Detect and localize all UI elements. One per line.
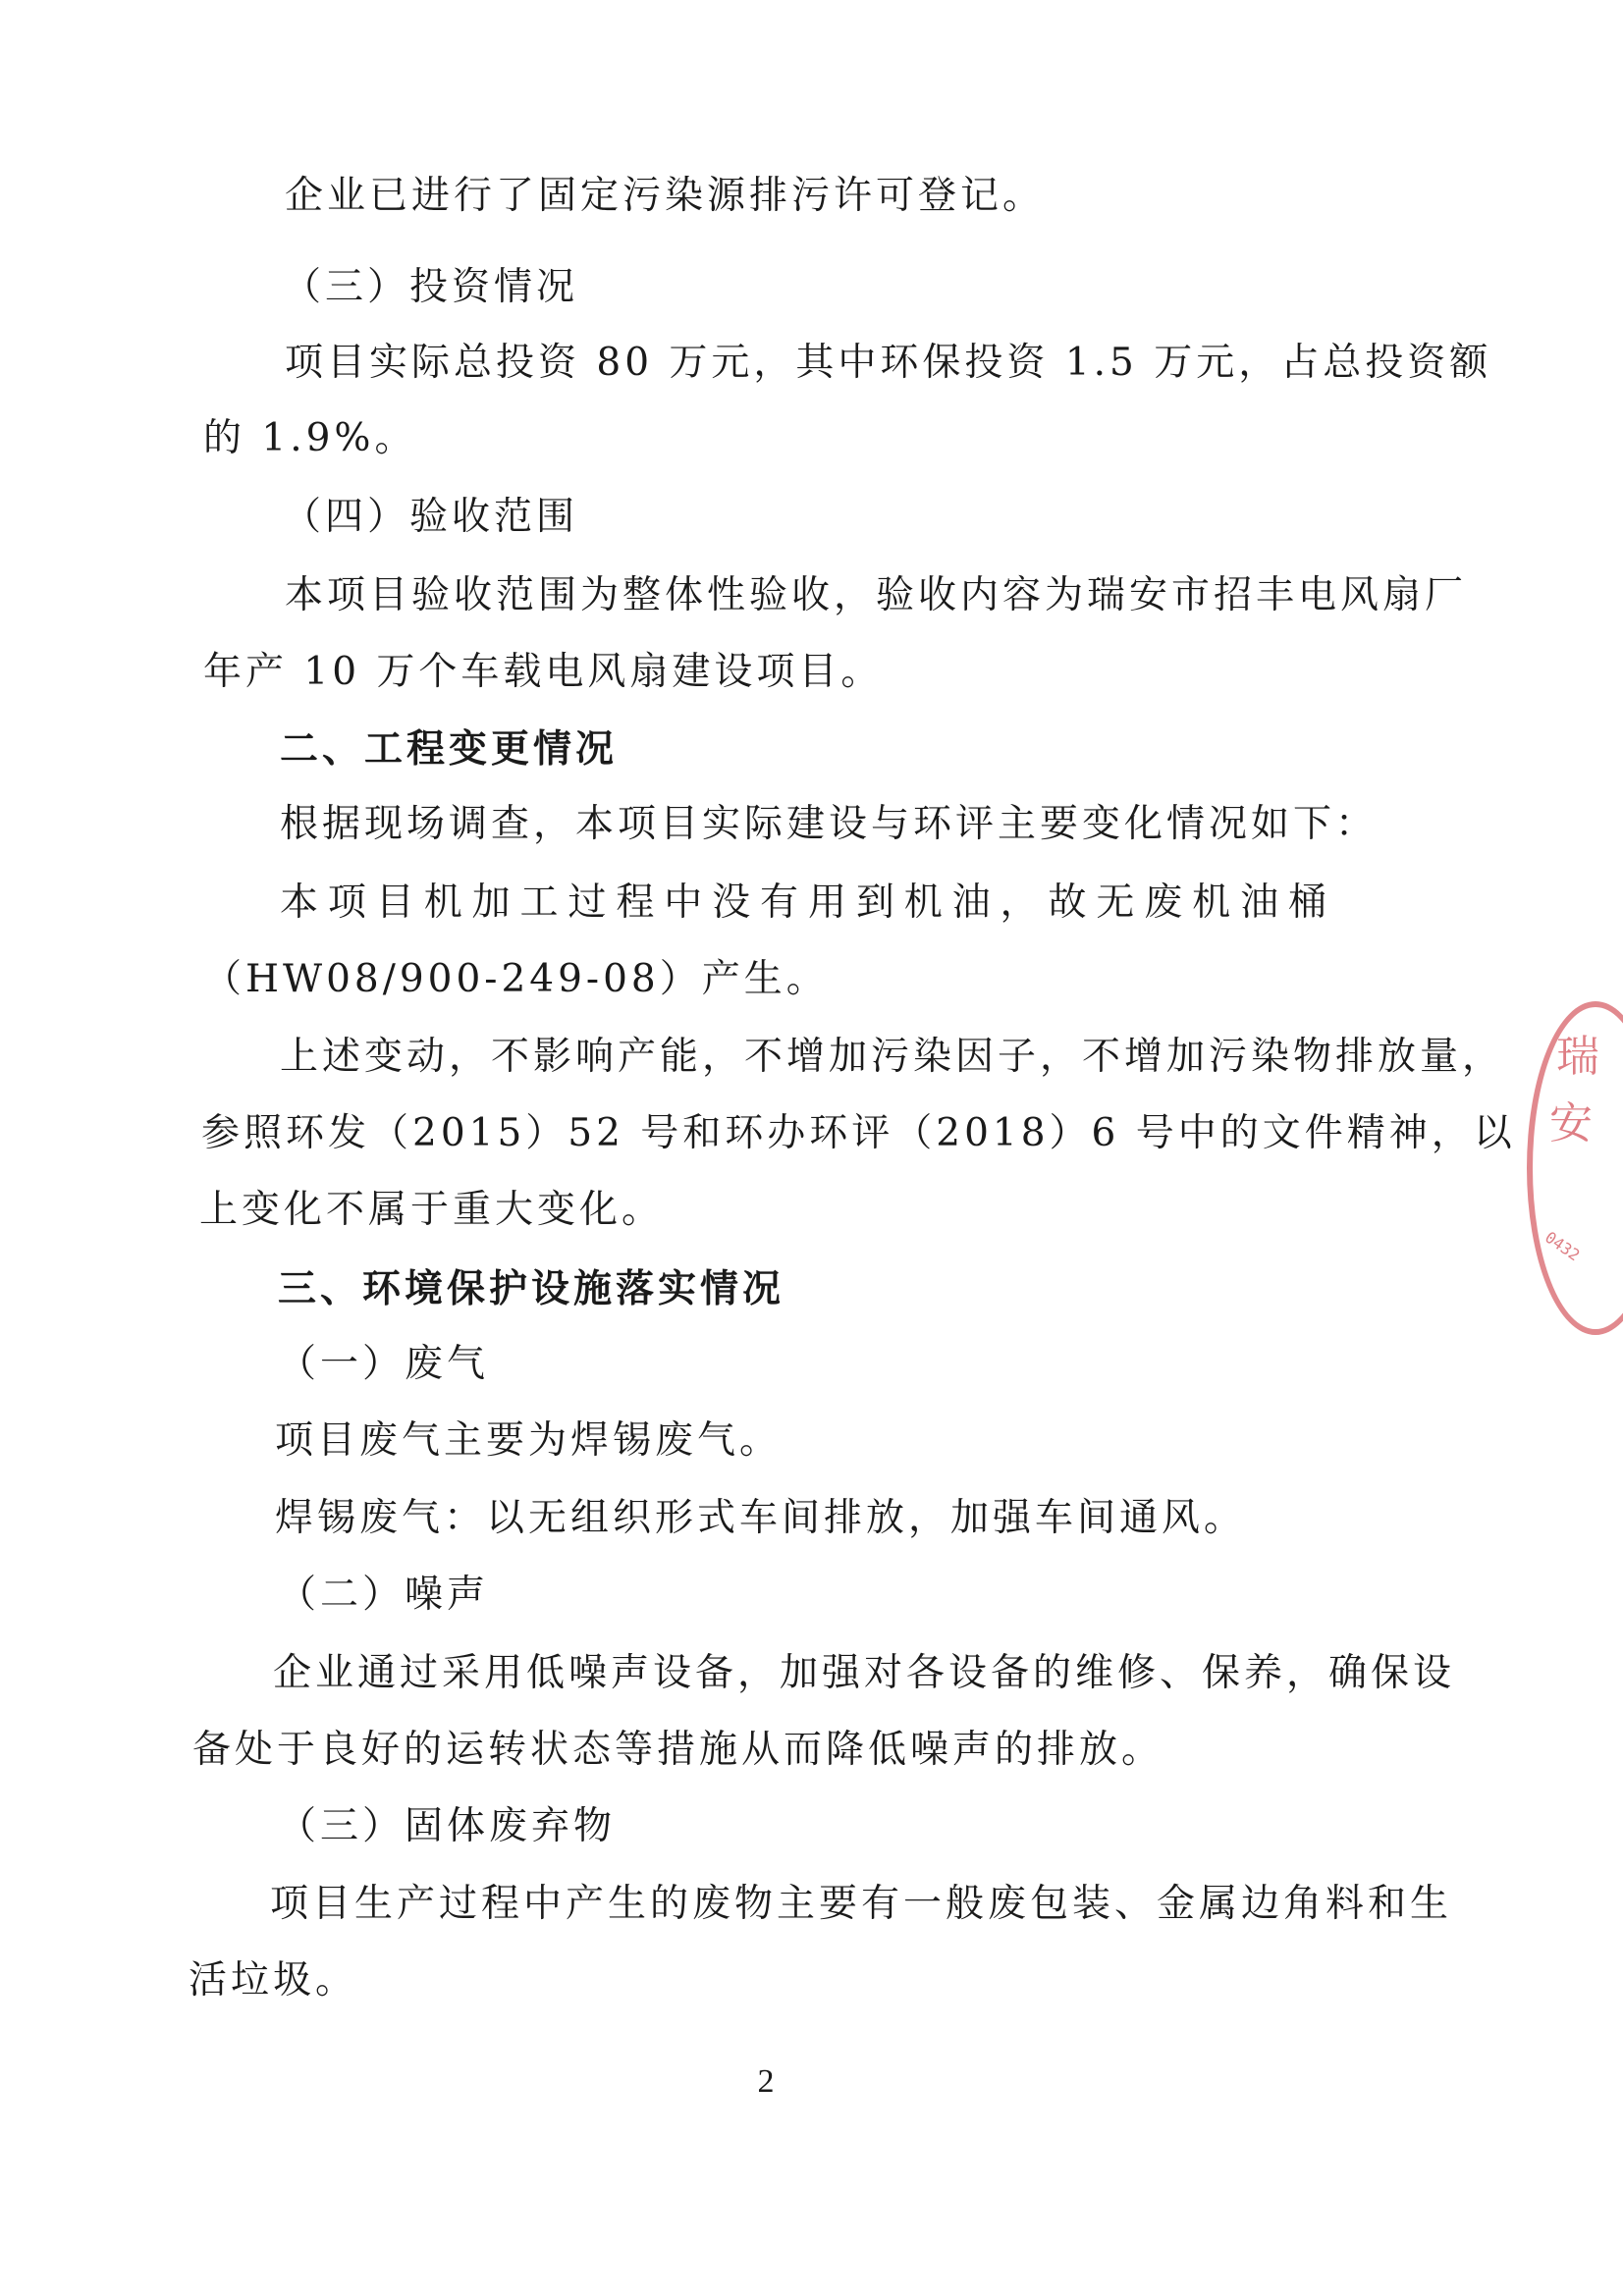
- paragraph-line: 上变化不属于重大变化。: [199, 1188, 665, 1232]
- paragraph-line: 参照环发（2015）52 号和环办环评（2018）6 号中的文件精神，以: [201, 1111, 1516, 1155]
- page-number: 2: [757, 2063, 775, 2100]
- paragraph-line: 根据现场调查，本项目实际建设与环评主要变化情况如下：: [280, 802, 1379, 846]
- paragraph-line: 年产 10 万个车载电风扇建设项目。: [203, 650, 884, 694]
- section-heading: 二、工程变更情况: [280, 726, 619, 772]
- paragraph-line: 上述变动，不影响产能，不增加污染因子，不增加污染物排放量，: [280, 1035, 1505, 1079]
- paragraph-line: 焊锡废气：以无组织形式车间排放，加强车间通风。: [275, 1496, 1247, 1540]
- paragraph-line: （HW08/900-249-08）产生。: [203, 957, 829, 1001]
- subsection-heading: （一）废气: [278, 1342, 490, 1386]
- subsection-heading: （二）噪声: [278, 1573, 490, 1617]
- paragraph-line: 项目生产过程中产生的废物主要有一般废包装、金属边角料和生: [270, 1882, 1453, 1926]
- paragraph-line: 本项目机加工过程中没有用到机油，故无废机油桶: [280, 881, 1330, 925]
- subsection-heading: （三）投资情况: [283, 265, 579, 309]
- paragraph-line: 活垃圾。: [189, 1958, 358, 2002]
- paragraph-line: 项目废气主要为焊锡废气。: [275, 1418, 783, 1463]
- paragraph-line: 备处于良好的运转状态等措施从而降低噪声的排放。: [192, 1728, 1164, 1772]
- subsection-heading: （三）固体废弃物: [278, 1804, 617, 1848]
- paragraph-line: 本项目验收范围为整体性验收，验收内容为瑞安市招丰电风扇厂: [285, 573, 1468, 617]
- document-page: 企业已进行了固定污染源排污许可登记。 （三）投资情况 项目实际总投资 80 万元，其中环保投资 1.5 万元，占总投资额 的 1.9%。 （四）验收范围 本项目验收范围为整体性验收，验收内容为瑞安市招丰电风扇厂 年产 10 万个车载电风扇建设项目。 二、工程变更情况 根据现场调查，本项目实际建设与环评主要变化情况如下： 本项目机加工过程中没有用到机油，故无废机油桶 （HW08/900-249-08）产生。 上述变动，不影响产能，不增加污染因子，不增加污染物排放量， 参照环发（2015）52 号和环办环评（2018）6 号中的文件精神，以 上变化不属于重大变化。 三、环境保护设施落实情况 （一）废气 项目废气主要为焊锡废气。 焊锡废气：以无组织形式车间排放，加强车间通风。 （二）噪声 企业通过采用低噪声设备，加强对各设备的维修、保养，确保设 备处于良好的运转状态等措施从而降低噪声的排放。 （三）固体废弃物 项目生产过程中产生的废物主要有一般废包装、金属边角料和生 活垃圾。 2 瑞 安 0432: [0, 0, 1623, 2296]
- section-heading: 三、环境保护设施落实情况: [278, 1266, 785, 1311]
- paragraph-line: 企业已进行了固定污染源排污许可登记。: [285, 174, 1046, 218]
- paragraph-line: 项目实际总投资 80 万元，其中环保投资 1.5 万元，占总投资额: [285, 341, 1492, 385]
- subsection-heading: （四）验收范围: [283, 495, 579, 539]
- paragraph-line: 的 1.9%。: [203, 416, 417, 460]
- paragraph-line: 企业通过采用低噪声设备，加强对各设备的维修、保养，确保设: [273, 1651, 1456, 1695]
